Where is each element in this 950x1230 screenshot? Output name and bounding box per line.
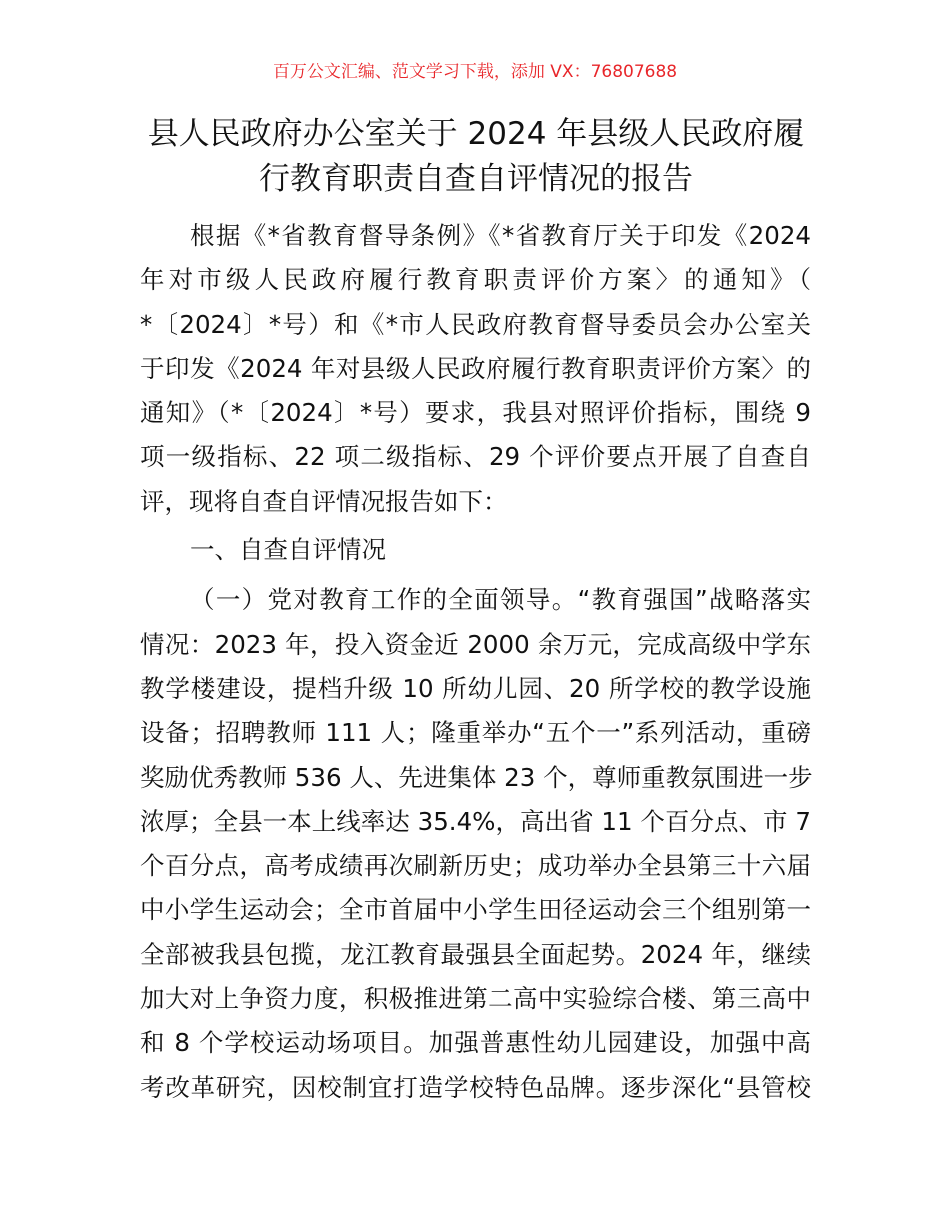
text-line: 年对市级人民政府履行教育职责评价方案〉的通知》（ xyxy=(140,265,811,295)
title-line-2: 行教育职责自查自评情况的报告 xyxy=(259,161,693,197)
text-line: 奖励优秀教师 536 人、先进集体 23 个，尊师重教氛围进一步 xyxy=(140,762,813,792)
text-line: 于印发《2024 年对县级人民政府履行教育职责评价方案〉的 xyxy=(140,353,811,383)
text-line: 根据《*省教育督导条例》《*省教育厅关于印发《2024 xyxy=(190,221,811,250)
text-line: 浓厚；全县一本上线率达 35.4%，高出省 11 个百分点、市 7 xyxy=(140,806,811,836)
text-line: *〔2024〕*号）和《*市人民政府教育督导委员会办公室关 xyxy=(140,309,811,339)
text-line: 个百分点，高考成绩再次刷新历史；成功举办全县第三十六届 xyxy=(140,851,811,881)
text-line: 加大对上争资力度，积极推进第二高中实验综合楼、第三高中 xyxy=(140,984,811,1014)
text-line: 通知》（*〔2024〕*号）要求，我县对照评价指标，围绕 9 xyxy=(140,398,811,428)
text-line: （一）党对教育工作的全面领导。“教育强国”战略落实 xyxy=(190,585,811,615)
text-line: 设备；招聘教师 111 人；隆重举办“五个一”系列活动，重磅 xyxy=(140,718,811,748)
text-line: 教学楼建设，提档升级 10 所幼儿园、20 所学校的教学设施 xyxy=(140,673,811,703)
paragraph-intro xyxy=(140,214,811,524)
document-body xyxy=(140,214,811,1110)
text-line: 和 8 个学校运动场项目。加强普惠性幼儿园建设，加强中高 xyxy=(140,1028,811,1058)
document-title xyxy=(140,112,812,202)
text-line: 项一级指标、22 项二级指标、29 个评价要点开展了自查自 xyxy=(140,442,811,472)
text-line: 评，现将自查自评情况报告如下： xyxy=(140,486,508,516)
paragraph-party-leadership xyxy=(140,578,811,1110)
text-line: 考改革研究，因校制宜打造学校特色品牌。逐步深化“县管校 xyxy=(140,1072,811,1102)
text-line: 中小学生运动会；全市首届中小学生田径运动会三个组别第一 xyxy=(140,895,811,925)
watermark-header: 百万公文汇编、范文学习下载，添加 VX：76807688 xyxy=(272,62,678,82)
text-line: 全部被我县包揽，龙江教育最强县全面起势。2024 年，继续 xyxy=(140,939,811,969)
section-heading: 一、自查自评情况 xyxy=(190,535,386,565)
title-line-1: 县人民政府办公室关于 2024 年县级人民政府履 xyxy=(147,116,805,152)
text-line: 情况：2023 年，投入资金近 2000 余万元，完成高级中学东 xyxy=(140,629,811,659)
